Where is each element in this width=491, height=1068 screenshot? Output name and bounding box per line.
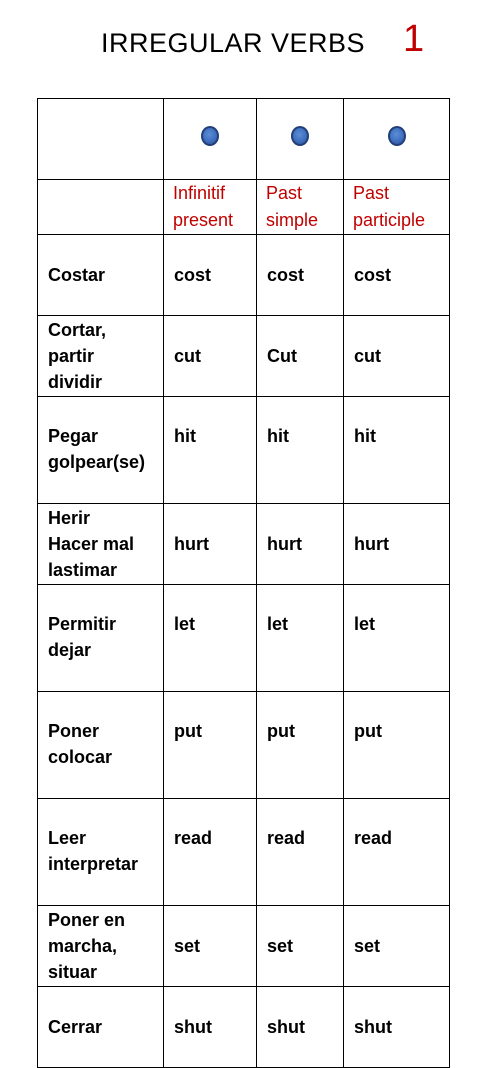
past-simple-cell: cost	[257, 235, 344, 316]
past-simple-cell: hurt	[257, 504, 344, 585]
past-simple-cell: put	[257, 692, 344, 799]
table-row	[38, 504, 450, 585]
infinitive-cell: hurt	[164, 504, 257, 585]
infinitive-cell: shut	[164, 987, 257, 1068]
infinitive-cell: read	[164, 799, 257, 906]
meaning-cell: Cortar, partir dividir	[38, 316, 164, 397]
past-participle-cell: read	[344, 799, 450, 906]
infinitive-cell: cost	[164, 235, 257, 316]
past-participle-cell: let	[344, 585, 450, 692]
icon-cell	[344, 99, 450, 180]
circle-icon	[291, 126, 309, 146]
past-participle-cell: set	[344, 906, 450, 987]
infinitive-cell: hit	[164, 397, 257, 504]
meaning-cell: Cerrar	[38, 987, 164, 1068]
header-row	[38, 180, 450, 235]
circle-icon	[388, 126, 406, 146]
meaning-cell: Permitir dejar	[38, 585, 164, 692]
empty-header-cell	[38, 180, 164, 235]
table-row	[38, 397, 450, 504]
table-row	[38, 585, 450, 692]
table-row	[38, 799, 450, 906]
infinitive-cell: let	[164, 585, 257, 692]
table-row	[38, 316, 450, 397]
circle-icon	[201, 126, 219, 146]
past-simple-cell: Cut	[257, 316, 344, 397]
infinitive-cell: cut	[164, 316, 257, 397]
infinitive-cell: set	[164, 906, 257, 987]
meaning-cell: Costar	[38, 235, 164, 316]
past-participle-cell: put	[344, 692, 450, 799]
past-simple-cell: shut	[257, 987, 344, 1068]
verbs-table	[37, 98, 450, 1068]
past-simple-cell: read	[257, 799, 344, 906]
past-participle-cell: hit	[344, 397, 450, 504]
table-row	[38, 692, 450, 799]
meaning-cell: Leer interpretar	[38, 799, 164, 906]
column-header-past-simple: Past simple	[257, 180, 344, 235]
table-row	[38, 235, 450, 316]
past-participle-cell: cut	[344, 316, 450, 397]
past-simple-cell: let	[257, 585, 344, 692]
infinitive-cell: put	[164, 692, 257, 799]
column-header-infinitive: Infinitif present	[164, 180, 257, 235]
icon-row	[38, 99, 450, 180]
table-row	[38, 906, 450, 987]
past-participle-cell: hurt	[344, 504, 450, 585]
past-participle-cell: shut	[344, 987, 450, 1068]
past-participle-cell: cost	[344, 235, 450, 316]
past-simple-cell: hit	[257, 397, 344, 504]
meaning-cell: Pegar golpear(se)	[38, 397, 164, 504]
icon-cell	[257, 99, 344, 180]
past-simple-cell: set	[257, 906, 344, 987]
title-text: IRREGULAR VERBS	[101, 28, 366, 58]
table-row	[38, 987, 450, 1068]
icon-cell	[164, 99, 257, 180]
empty-corner-cell	[38, 99, 164, 180]
column-header-past-participle: Past participle	[344, 180, 450, 235]
meaning-cell: Poner colocar	[38, 692, 164, 799]
meaning-cell: Herir Hacer mal lastimar	[38, 504, 164, 585]
page-title	[0, 18, 491, 68]
page-number: 1	[403, 18, 425, 60]
meaning-cell: Poner en marcha, situar	[38, 906, 164, 987]
